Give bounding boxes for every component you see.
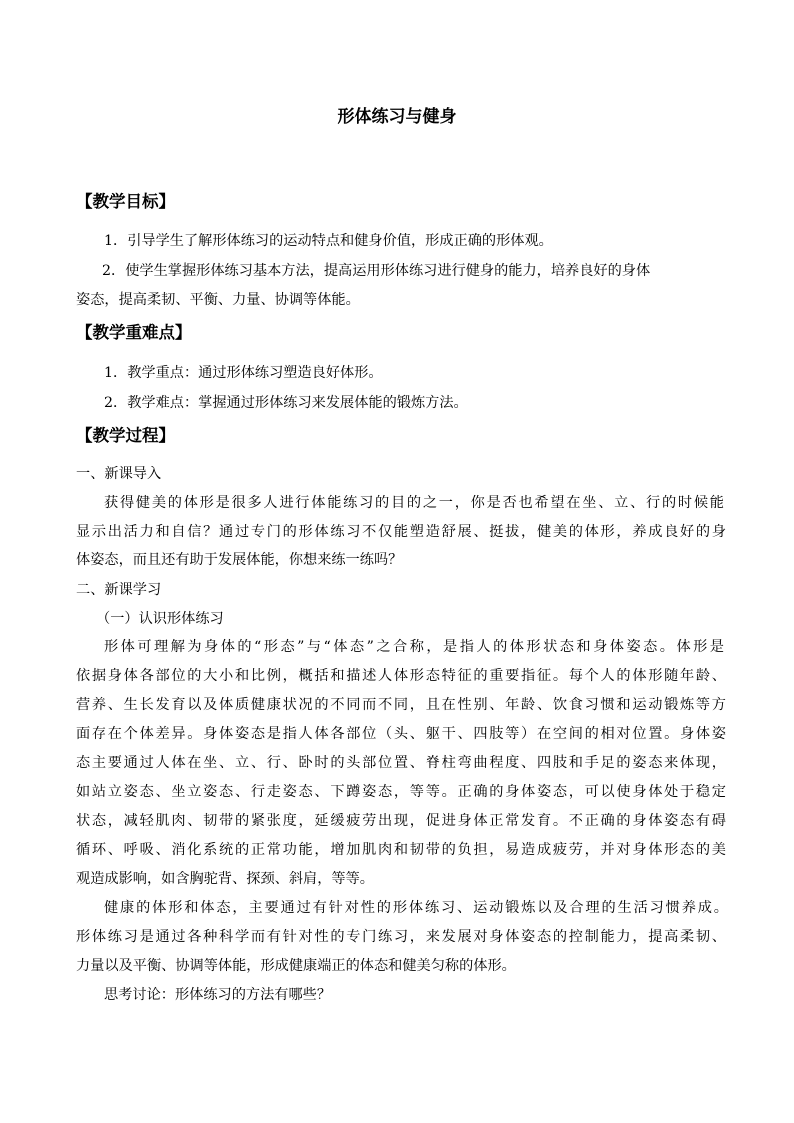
paragraph-line: 状态，减轻肌肉、韧带的紧张度，延缓疲劳出现，促进身体正常发育。不正确的身体姿态有碍 (76, 813, 726, 829)
paragraph-line: 形体可理解为身体的“形态”与“体态”之合称，是指人的体形状态和身体姿态。体形是 (104, 639, 724, 655)
key-point-item-2: 2．教学难点：掌握通过形体练习来发展体能的锻炼方法。 (104, 395, 468, 411)
part-1-title: 一、新课导入 (76, 466, 162, 482)
paragraph-line: 营养、生长发育以及体质健康状况的不同而不同，且在性别、年龄、饮食习惯和运动锻炼等方 (76, 697, 726, 713)
paragraph-line: 健康的体形和体态，主要通过有针对性的形体练习、运动锻炼以及合理的生活习惯养成。 (104, 900, 728, 916)
section-heading-process: 【教学过程】 (76, 426, 175, 445)
key-point-item-1: 1．教学重点：通过形体练习塑造良好体形。 (104, 365, 383, 381)
paragraph-line: 态主要通过人体在坐、立、行、卧时的头部位置、脊柱弯曲程度、四肢和手足的姿态来体现， (76, 755, 726, 771)
part-2-title: 二、新课学习 (76, 582, 162, 598)
paragraph-line: 循环、呼吸、消化系统的正常功能，增加肌肉和韧带的负担，易造成疲劳，并对身体形态的美 (76, 842, 726, 858)
paragraph-line: 依据身体各部位的大小和比例，概括和描述人体形态特征的重要指征。每个人的体形随年龄、 (76, 668, 726, 684)
paragraph-line: 力量以及平衡、协调等体能，形成健康端正的体态和健美匀称的体形。 (76, 958, 516, 974)
paragraph-line: 形体练习是通过各种科学而有针对性的专门练习，来发展对身体姿态的控制能力，提高柔韧、 (76, 929, 726, 945)
intro-line: 显示出活力和自信？通过专门的形体练习不仅能塑造舒展、挺拔，健美的体形，养成良好的身 (76, 524, 726, 540)
page-title: 形体练习与健身 (337, 107, 457, 127)
goal-item-1: 1．引导学生了解形体练习的运动特点和健身价值，形成正确的形体观。 (104, 233, 553, 249)
section-heading-key-points: 【教学重难点】 (76, 323, 192, 342)
subsection-title: （一）认识形体练习 (96, 611, 224, 627)
intro-line: 获得健美的体形是很多人进行体能练习的目的之一，你是否也希望在坐、立、行的时候能 (104, 495, 724, 511)
paragraph-line: 如站立姿态、坐立姿态、行走姿态、下蹲姿态，等等。正确的身体姿态，可以使身体处于稳定 (76, 784, 726, 800)
discussion-question: 思考讨论：形体练习的方法有哪些？ (104, 987, 332, 1003)
goal-item-2-line-2: 姿态，提高柔韧、平衡、力量、协调等体能。 (76, 292, 360, 308)
paragraph-line: 观造成影响，如含胸驼背、探颈、斜肩，等等。 (76, 871, 374, 887)
intro-line: 体姿态，而且还有助于发展体能，你想来练一练吗？ (76, 552, 403, 568)
paragraph-line: 面存在个体差异。身体姿态是指人体各部位（头、躯干、四肢等）在空间的相对位置。身体姿 (76, 726, 726, 742)
section-heading-goals: 【教学目标】 (76, 192, 175, 211)
goal-item-2-line-1: 2．使学生掌握形体练习基本方法，提高运用形体练习进行健身的能力，培养良好的身体 (102, 263, 651, 279)
